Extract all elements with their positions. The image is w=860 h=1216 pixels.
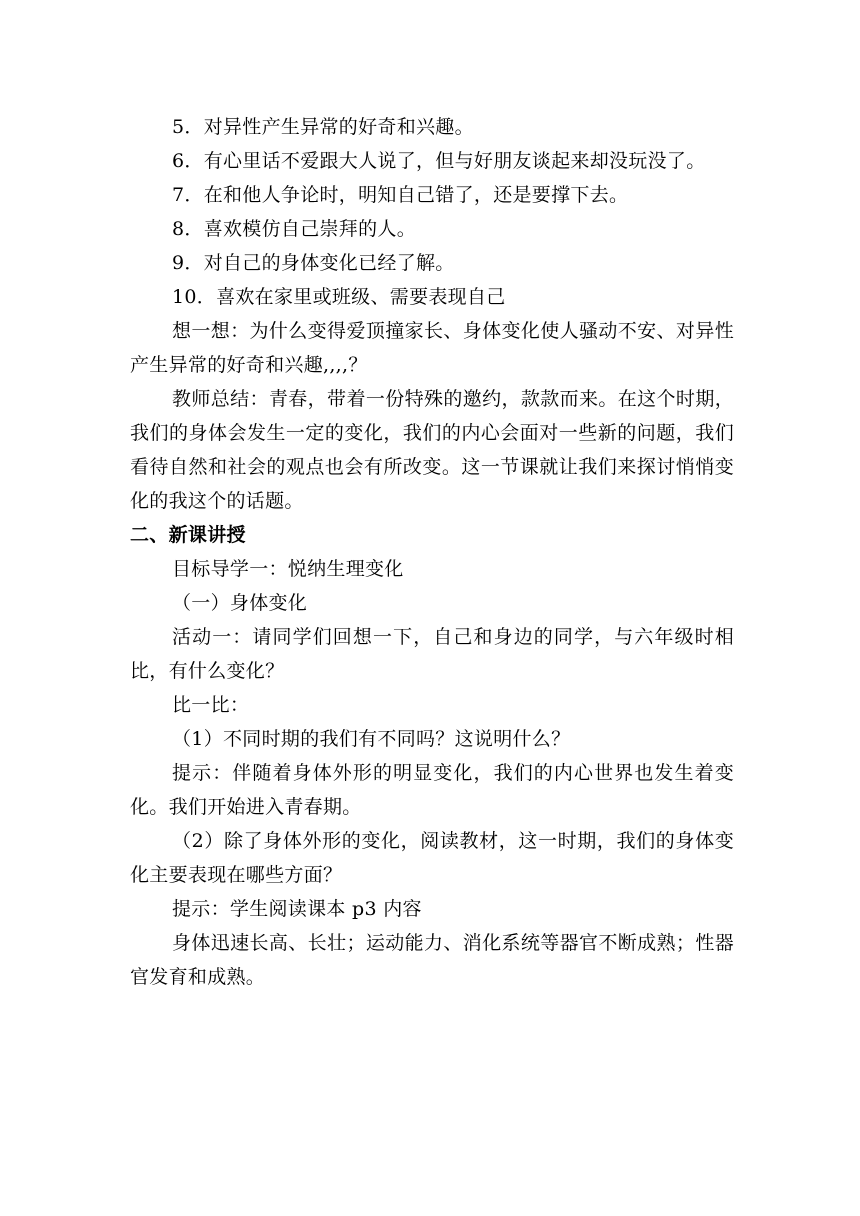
subsection-title: （一）身体变化 bbox=[172, 592, 308, 614]
teacher-summary-paragraph: 教师总结：青春，带着一份特殊的邀约，款款而来。在这个时期，我们的身体会发生一定的变化，我们的内心会面对一些新的问题，我们看待自然和社会的观点也会有所改变。这一节课就让我们来探讨悄悄变化的我这个的话题。 bbox=[130, 388, 734, 512]
learning-goal-paragraph: 目标导学一：悦纳生理变化 bbox=[172, 558, 404, 580]
body-changes-paragraph: 身体迅速长高、长壮；运动能力、消化系统等器官不断成熟；性器官发育和成熟。 bbox=[130, 932, 734, 988]
question-2-paragraph: （2）除了身体外形的变化，阅读教材，这一时期，我们的身体变化主要表现在哪些方面？ bbox=[130, 830, 734, 886]
list-item-5: 5．对异性产生异常的好奇和兴趣。 bbox=[172, 116, 474, 138]
hint-2-paragraph: 提示：学生阅读课本 p3 内容 bbox=[172, 898, 422, 920]
list-item-9: 9．对自己的身体变化已经了解。 bbox=[172, 252, 455, 274]
list-item-7: 7．在和他人争论时，明知自己错了，还是要撑下去。 bbox=[172, 184, 629, 206]
question-1-paragraph: （1）不同时期的我们有不同吗？这说明什么？ bbox=[172, 728, 571, 750]
compare-label: 比一比： bbox=[172, 694, 250, 716]
section-heading: 二、新课讲授 bbox=[130, 524, 246, 546]
list-item-6: 6．有心里话不爱跟大人说了，但与好朋友谈起来却没玩没了。 bbox=[172, 150, 706, 172]
document-body bbox=[130, 110, 734, 994]
activity-paragraph: 活动一：请同学们回想一下，自己和身边的同学，与六年级时相比，有什么变化？ bbox=[130, 626, 734, 682]
list-item-10: 10．喜欢在家里或班级、需要表现自己 bbox=[172, 286, 506, 308]
list-item-8: 8．喜欢模仿自己崇拜的人。 bbox=[172, 218, 416, 240]
hint-1-paragraph: 提示：伴随着身体外形的明显变化，我们的内心世界也发生着变化。我们开始进入青春期。 bbox=[130, 762, 734, 818]
think-question-paragraph: 想一想：为什么变得爱顶撞家长、身体变化使人骚动不安、对异性产生异常的好奇和兴趣,,,,？ bbox=[130, 320, 734, 376]
